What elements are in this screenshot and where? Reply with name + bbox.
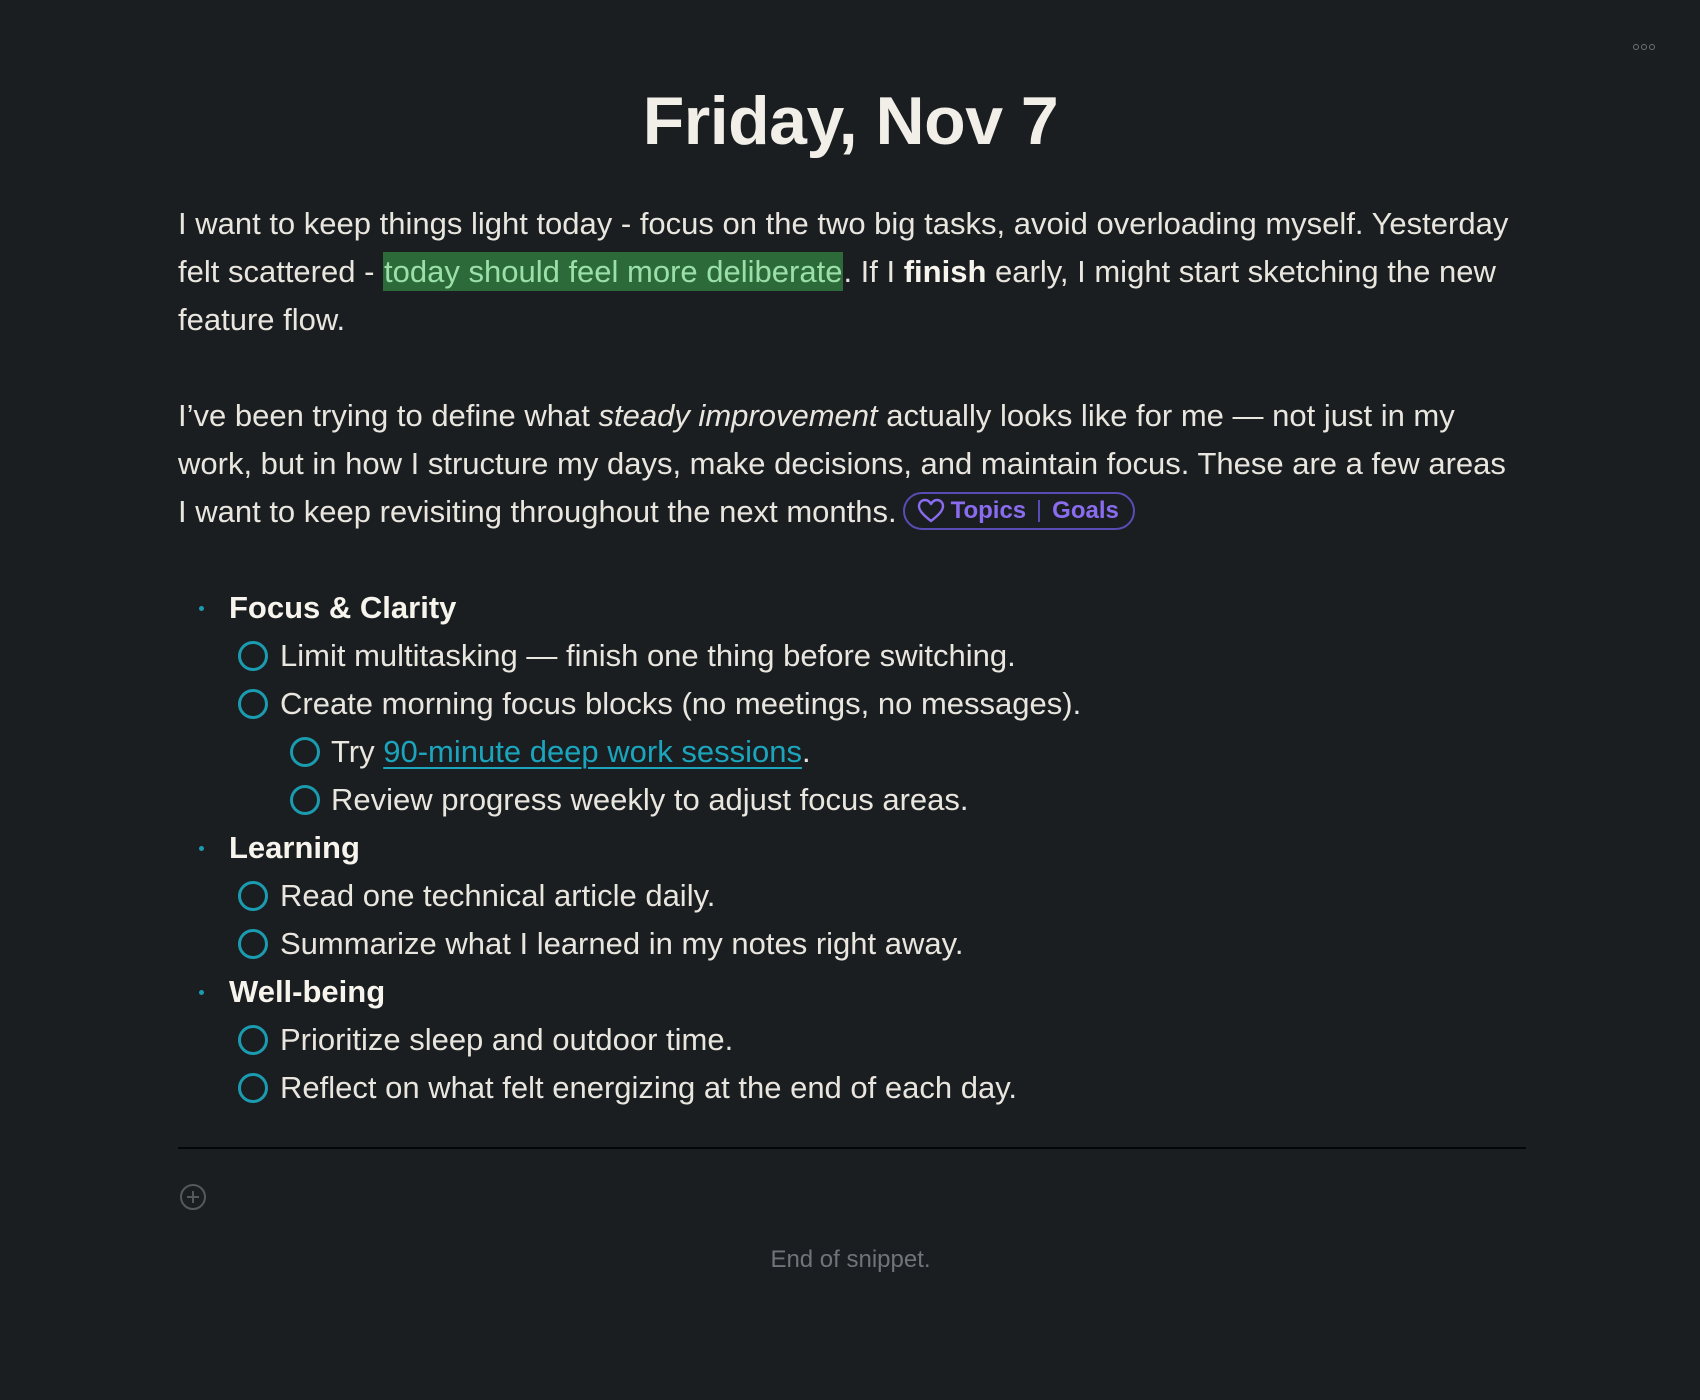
deep-work-link[interactable]: 90-minute deep work sessions: [383, 734, 802, 769]
tag-label-goals: Goals: [1052, 496, 1119, 524]
note-title[interactable]: Friday, Nov 7: [642, 83, 1059, 159]
todo-item[interactable]: [178, 680, 1523, 728]
todo-text: Create morning focus blocks (no meetings, no messages).: [280, 686, 1082, 721]
section-title: Focus & Clarity: [229, 590, 457, 625]
checkbox-circle-icon[interactable]: [238, 1073, 268, 1103]
bullet-icon: [199, 846, 204, 851]
text-run: early, I might start sketching the new feature flow.: [178, 254, 1496, 337]
text-run: I want to keep things light today - focus on the two big tasks, avoid overloading myself. Yesterday felt scattered -: [178, 206, 1509, 289]
text-run: .: [801, 734, 811, 769]
checkbox-circle-icon[interactable]: [238, 1025, 268, 1055]
ellipsis-icon: [1633, 44, 1639, 50]
todo-text: Read one technical article daily.: [280, 878, 716, 913]
todo-item[interactable]: [178, 1016, 1523, 1064]
todo-text: [331, 728, 811, 776]
text-run: . If I: [843, 254, 904, 289]
goals-list: [178, 584, 1523, 1112]
ellipsis-icon-dot: [1641, 44, 1647, 50]
todo-text: Prioritize sleep and outdoor time.: [280, 1022, 734, 1057]
bullet-icon: [199, 606, 204, 611]
list-section[interactable]: [178, 584, 1523, 632]
italic-text: steady improvement: [598, 398, 878, 433]
checkbox-circle-icon[interactable]: [290, 785, 320, 815]
heart-icon: [917, 498, 945, 524]
highlighted-text: today should feel more deliberate: [384, 254, 843, 289]
tag-label-topics: Topics: [950, 496, 1027, 524]
todo-text: Review progress weekly to adjust focus areas.: [331, 782, 969, 817]
bullet-icon: [199, 990, 204, 995]
list-section[interactable]: [178, 824, 1523, 872]
ellipsis-icon-dot: [1649, 44, 1655, 50]
todo-item[interactable]: [178, 920, 1523, 968]
bold-text: finish: [903, 254, 987, 289]
add-block-button[interactable]: [180, 1184, 206, 1210]
more-options-button[interactable]: [1628, 36, 1660, 58]
todo-item-nested[interactable]: [178, 728, 1523, 776]
list-section[interactable]: [178, 968, 1523, 1016]
todo-text: Reflect on what felt energizing at the end of each day.: [280, 1070, 1018, 1105]
divider: [178, 1147, 1526, 1149]
text-run: I’ve been trying to define what: [178, 398, 599, 433]
checkbox-circle-icon[interactable]: [238, 641, 268, 671]
paragraph-improvement[interactable]: [178, 392, 1523, 536]
todo-item-nested[interactable]: [178, 776, 1523, 824]
checkbox-circle-icon[interactable]: [238, 881, 268, 911]
end-of-snippet-note: End of snippet.: [770, 1246, 931, 1273]
section-title: Learning: [229, 830, 360, 865]
text-run: Try: [331, 734, 384, 769]
section-title: Well-being: [229, 974, 386, 1009]
checkbox-circle-icon[interactable]: [238, 689, 268, 719]
todo-text: Summarize what I learned in my notes right away.: [280, 926, 964, 961]
tag-pill-topics-goals[interactable]: [903, 492, 1135, 530]
text-run: actually looks like for me — not just in my work, but in how I structure my days, make decisions, and maintain focus. These are a few areas I want to keep revisiting throughout the next months.: [178, 398, 1506, 529]
todo-item[interactable]: [178, 1064, 1523, 1112]
paragraph-intro[interactable]: [178, 200, 1523, 344]
checkbox-circle-icon[interactable]: [290, 737, 320, 767]
todo-item[interactable]: [178, 872, 1523, 920]
tag-separator: [1038, 500, 1040, 522]
checkbox-circle-icon[interactable]: [238, 929, 268, 959]
todo-text: Limit multitasking — finish one thing before switching.: [280, 638, 1016, 673]
todo-item[interactable]: [178, 632, 1523, 680]
